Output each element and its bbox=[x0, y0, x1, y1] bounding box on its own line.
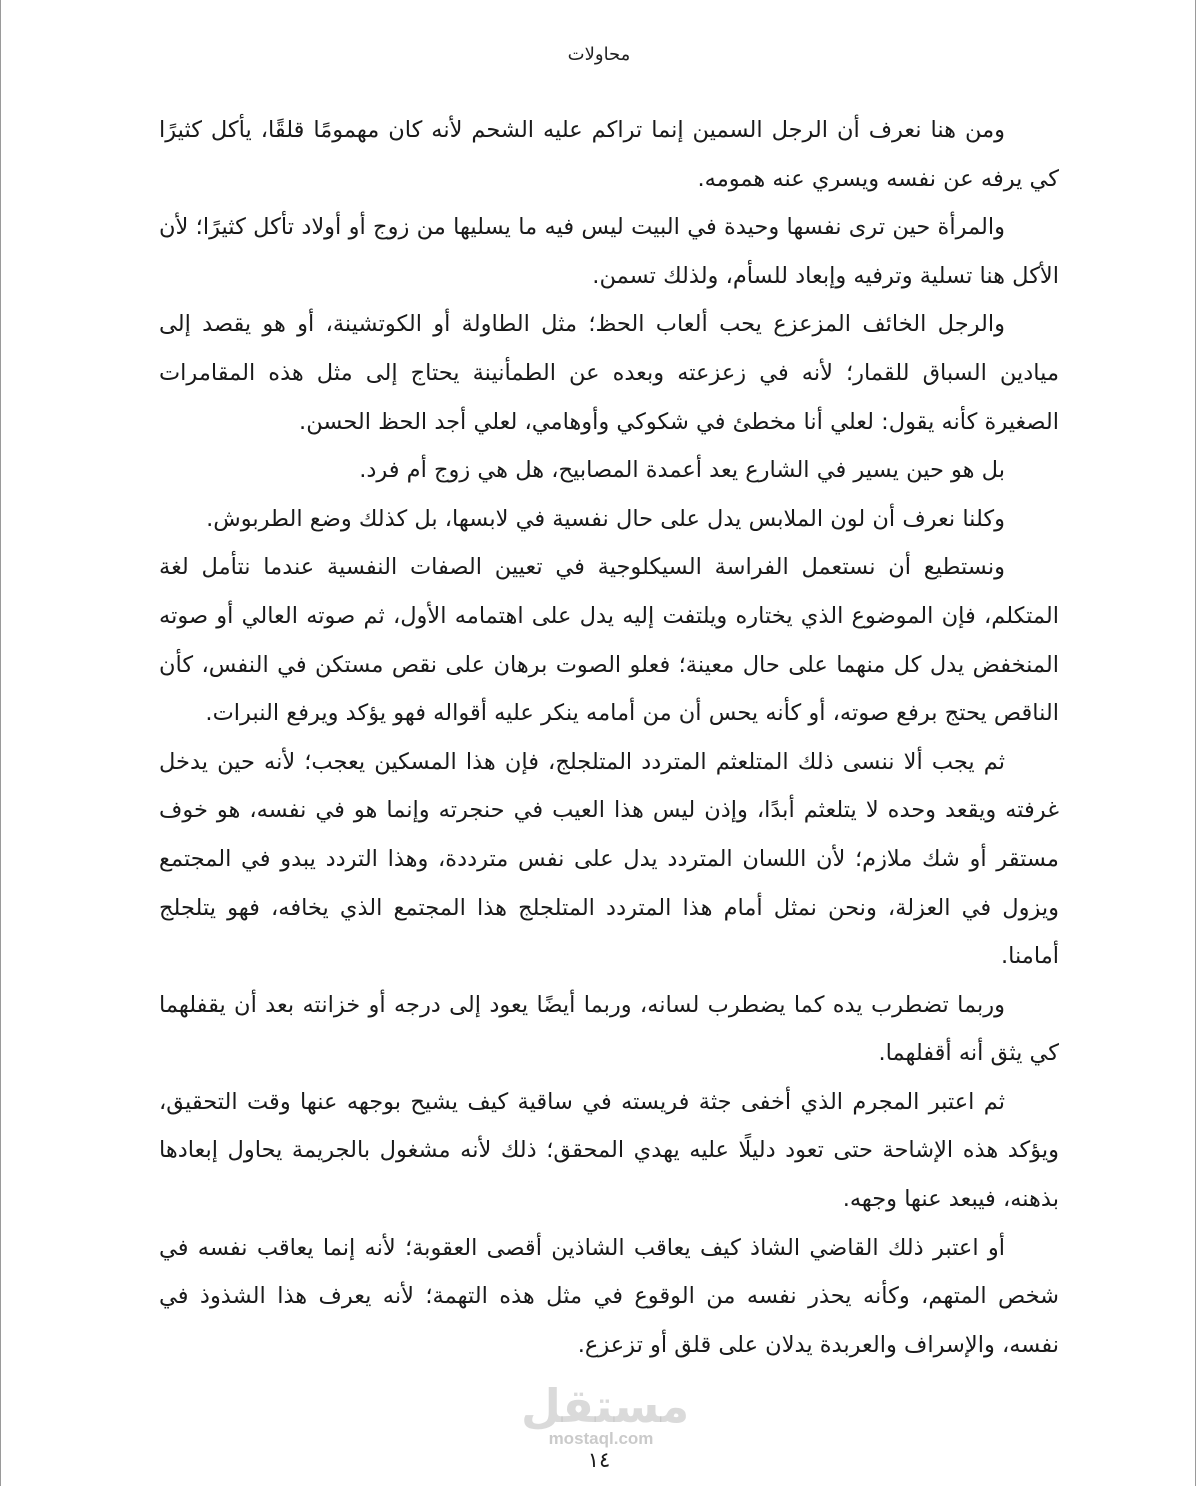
paragraph: والرجل الخائف المزعزع يحب ألعاب الحظ؛ مثل الطاولة أو الكوتشينة، أو هو يقصد إلى ميادين السباق للقمار؛ لأنه في زعزعته وبعده عن الطمأنينة يحتاج إلى مثل هذه المقامرات الصغيرة كأنه يقول: لعلي أنا مخطئ في شكوكي وأوهامي، لعلي أجد الحظ الحسن. bbox=[159, 311, 1059, 435]
paragraph: والمرأة حين ترى نفسها وحيدة في البيت ليس فيه ما يسليها من زوج أو أولاد تأكل كثيرًا؛ لأن الأكل هنا تسلية وترفيه وإبعاد للسأم، ولذلك تسمن. bbox=[159, 214, 1059, 289]
paragraph: ثم اعتبر المجرم الذي أخفى جثة فريسته في ساقية كيف يشيح بوجهه عنها وقت التحقيق، ويؤكد هذه الإشاحة حتى تعود دليلًا عليه يهدي المحقق؛ ذلك لأنه مشغول بالجريمة يحاول إبعادها بذهنه، فيبعد عنها وجهه. bbox=[159, 1088, 1059, 1213]
page-number: ١٤ bbox=[587, 1448, 611, 1472]
paragraph: ثم يجب ألا ننسى ذلك المتلعثم المتردد المتلجلج، فإن هذا المسكين يعجب؛ لأنه حين يدخل غرفته ويقعد وحده لا يتلعثم أبدًا، وإذن ليس هذا العيب في حنجرته وإنما هو في نفسه، هو خوف مستقر أو شك ملازم؛ لأن اللسان المتردد يدل على نفس مترددة، وهذا التردد يبدو في المجتمع ويزول في العزلة، ونحن نمثل أمام هذا المتردد المتلجلج هذا المجتمع الذي يخافه، فهو يتلجلج أمامنا. bbox=[159, 748, 1059, 970]
body-text bbox=[159, 106, 1059, 1369]
paragraph: وكلنا نعرف أن لون الملابس يدل على حال نفسية في لابسها، بل كذلك وضع الطربوش. bbox=[206, 505, 1005, 532]
paragraph: ومن هنا نعرف أن الرجل السمين إنما تراكم عليه الشحم لأنه كان مهمومًا قلقًا، يأكل كثيرًا كي يرفه عن نفسه ويسري عنه همومه. bbox=[159, 117, 1059, 192]
paragraph: بل هو حين يسير في الشارع يعد أعمدة المصابيح، هل هي زوج أم فرد. bbox=[359, 457, 1005, 484]
paragraph: ونستطيع أن نستعمل الفراسة السيكلوجية في تعيين الصفات النفسية عندما نتأمل لغة المتكلم، فإن الموضوع الذي يختاره ويلتفت إليه يدل على اهتمامه الأول، ثم صوته العالي أو صوته المنخفض يدل كل منهما على حال معينة؛ فعلو الصوت برهان على نقص مستكن في النفس، كأن الناقص يحتج برفع صوته، أو كأنه يحس أن من أمامه ينكر عليه أقواله فهو يؤكد ويرفع النبرات. bbox=[159, 554, 1059, 727]
watermark-mark: مستقل bbox=[521, 1379, 690, 1433]
paragraph: أو اعتبر ذلك القاضي الشاذ كيف يعاقب الشاذين أقصى العقوبة؛ لأنه إنما يعاقب نفسه في شخص المتهم، وكأنه يحذر نفسه من الوقوع في مثل هذه التهمة؛ لأنه يعرف هذا الشذوذ في نفسه، والإسراف والعربدة يدلان على قلق أو تزعزع. bbox=[159, 1234, 1059, 1358]
paragraph: وربما تضطرب يده كما يضطرب لسانه، وربما أيضًا يعود إلى درجه أو خزانته بعد أن يقفلهما كي يثق أنه أقفلهما. bbox=[159, 991, 1059, 1067]
watermark-url: mostaql.com bbox=[548, 1429, 654, 1448]
running-header: محاولات bbox=[567, 44, 631, 65]
